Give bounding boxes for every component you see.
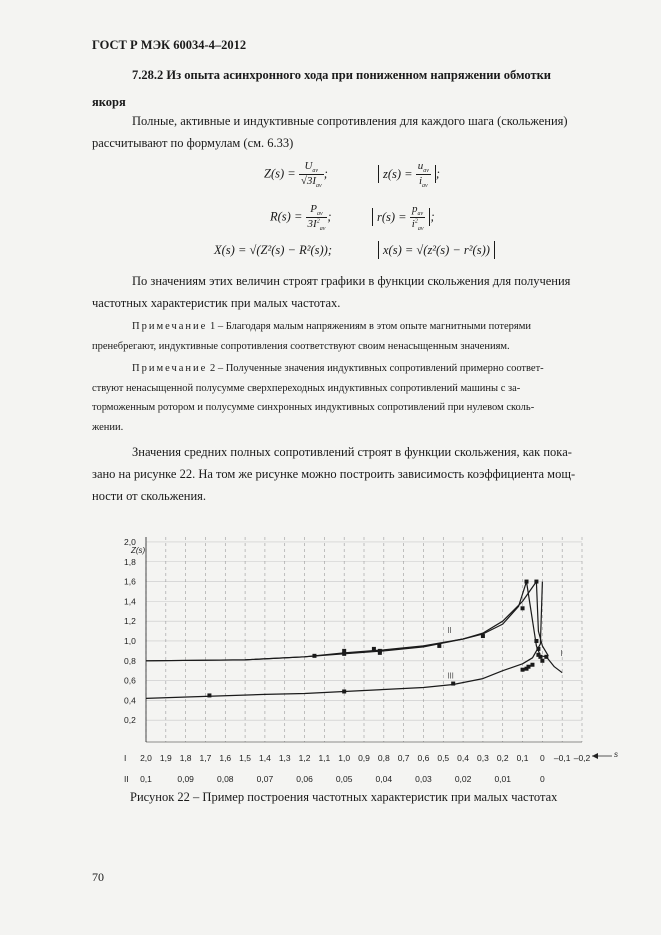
note-1-text-line1: 1 – Благодаря малым напряжениям в этом опыте магнитными потерями (207, 321, 531, 332)
y-tick-label: 1,6 (124, 576, 136, 587)
section-title-line1: 7.28.2 Из опыта асинхронного хода при пониженном напряжении обмотки (132, 68, 551, 82)
paragraph-3-line3: ности от скольжения. (92, 489, 207, 503)
x-row1-tick-label: 0,5 (437, 753, 450, 763)
x-row1-tick-label: 1,7 (199, 753, 212, 763)
x-row1-tick-label: 0,9 (358, 753, 370, 763)
note-1-label: Примечание (132, 321, 208, 332)
document-header: ГОСТ Р МЭК 60034-4–2012 (92, 38, 247, 52)
data-point (534, 639, 538, 643)
paragraph-1 (92, 110, 617, 154)
series-label-II: II (447, 626, 452, 636)
section-title (92, 62, 617, 116)
x-row1-tick-label: 1,9 (159, 753, 172, 763)
data-point (481, 634, 485, 638)
x-row2-tick-label: 0,02 (454, 774, 472, 784)
x-row1-tick-label: 0,8 (377, 753, 390, 763)
paragraph-2-line1: По значениям этих величин строят графики в функции скольжения для получения (132, 274, 571, 288)
note-2-text-line1: 2 – Полученные значения индуктивных сопротивлений примерно соответ- (207, 363, 544, 374)
data-point (544, 655, 548, 659)
data-point (536, 647, 540, 651)
x-row1-tick-label: 0,7 (397, 753, 410, 763)
x-row2-tick-label: 0 (539, 774, 545, 784)
paragraph-3-line2: зано на рисунке 22. На том же рисунке можно построить зависимость коэффициента мощ- (92, 467, 576, 481)
formula-Z: Z(s) = $\frac{U_{av}}{√3I_{av}}$ ; (264, 160, 328, 190)
note-2-text-line4: жении. (92, 421, 124, 433)
x-row2-tick-label: 0,09 (177, 774, 194, 784)
x-row1-tick-label: –0,2 (573, 753, 591, 763)
paragraph-1-line1: Полные, активные и индуктивные сопротивления для каждого шага (скольжения) (132, 114, 568, 128)
x-row1-tick-label: 1,4 (258, 753, 271, 763)
y-tick-label: 1,8 (124, 556, 136, 567)
paragraph-2-line2: частотных характеристик при малых частотах. (92, 296, 341, 310)
data-point (530, 663, 534, 667)
formula-X: X(s) = √(Z²(s) − R²(s)); (214, 243, 333, 257)
figure-caption: Рисунок 22 – Пример построения частотных характеристик при малых частотах (130, 790, 558, 804)
y-tick-label: 0,6 (124, 675, 136, 686)
y-tick-label: 2,0 (124, 536, 136, 547)
figure-22-chart (0, 515, 661, 785)
chart-markers (207, 580, 548, 698)
data-point (540, 659, 544, 663)
data-point (437, 644, 441, 648)
x-row1-tick-label: 0 (539, 753, 545, 763)
x-row1-tick-label: 0,1 (516, 753, 529, 763)
data-point (525, 667, 529, 671)
x-row2-tick-label: 0,03 (415, 774, 432, 784)
data-point (312, 654, 316, 658)
data-point (525, 580, 529, 584)
note-1-text-line2: пренебрегают, индуктивные сопротивления соответствуют своим ненасыщенным значениям. (92, 340, 510, 352)
x-row1-tick-label: 0,6 (417, 753, 430, 763)
x-row1-label: I (124, 753, 127, 763)
section-title-line2: якоря (92, 95, 126, 109)
y-tick-label: 0,8 (124, 655, 136, 666)
x-row1-tick-label: 2,0 (140, 753, 152, 763)
x-row1-tick-label: 1,8 (179, 753, 192, 763)
paragraph-2 (92, 270, 617, 314)
x-row1-tick-label: 0,4 (457, 753, 470, 763)
x-row2-tick-label: 0,04 (375, 774, 393, 784)
data-point (342, 649, 346, 653)
page-number: 70 (92, 870, 104, 884)
data-point (207, 693, 211, 697)
y-tick-label: 1,0 (124, 635, 136, 646)
data-point (538, 655, 542, 659)
data-point (378, 651, 382, 655)
x-row2-tick-label: 0,07 (256, 774, 274, 784)
series-line-I (146, 582, 562, 673)
x-row1-tick-label: 1,0 (338, 753, 351, 763)
note-2-label: Примечание (132, 363, 208, 374)
y-axis-label: Z(s) (131, 546, 146, 555)
note-2-text-line3: торможенным ротором и полусумме синхронных индуктивных сопротивлений при нулевом сколь- (92, 402, 535, 413)
data-point (521, 668, 525, 672)
x-row1-tick-label: 1,1 (318, 753, 331, 763)
paragraph-3 (92, 441, 617, 507)
x-row1-tick-label: 1,3 (278, 753, 291, 763)
chart-labels (447, 626, 562, 681)
paragraph-1-line2: рассчитывают по формулам (см. 6.33) (92, 136, 294, 150)
data-point (534, 580, 538, 584)
note-1 (92, 317, 617, 356)
data-point (521, 606, 525, 610)
y-tick-label: 1,2 (124, 616, 136, 627)
x-row1-tick-label: 1,5 (239, 753, 252, 763)
formula-z-lower: z(s) = $\frac{u_{av}}{i_{av}}$ ; (378, 160, 440, 189)
paragraph-3-line1: Значения средних полных сопротивлений строят в функции скольжения, как пока- (132, 445, 572, 459)
x-row2-tick-label: 0,05 (335, 774, 353, 784)
x-row1-tick-label: –0,1 (553, 753, 571, 763)
data-point (451, 682, 455, 686)
series-label-I: I (560, 648, 563, 658)
x-row2-tick-label: 0,06 (296, 774, 313, 784)
y-tick-label: 0,4 (124, 695, 136, 706)
x-row2-label: II (124, 774, 129, 784)
x-row1-tick-label: 1,6 (219, 753, 232, 763)
x-row2-tick-label: 0,1 (140, 774, 152, 784)
note-2 (92, 359, 617, 437)
formula-x-lower: x(s) = √(z²(s) − r²(s)) (378, 243, 495, 258)
x-row2-tick-label: 0,08 (216, 774, 234, 784)
x-axis-arrowhead (592, 753, 598, 759)
x-row1-tick-label: 0,3 (476, 753, 489, 763)
x-row2-tick-label: 0,01 (494, 774, 512, 784)
x-row1-tick-label: 0,2 (496, 753, 509, 763)
x-row1-tick-label: 1,2 (298, 753, 311, 763)
formula-R: R(s) = $\frac{P_{av}}{3I^2_{av}}$ ; (270, 203, 332, 233)
y-tick-label: 1,4 (124, 596, 136, 607)
note-2-text-line2: ствуют ненасыщенной полусумме сверхпереходных индуктивных сопротивлений машины с за- (92, 382, 521, 394)
formula-r-lower: r(s) = $\frac{p_{av}}{i^2_{av}}$ ; (372, 203, 435, 232)
data-point (342, 689, 346, 693)
chart-grid (146, 537, 582, 742)
x-axis-label: s (614, 750, 618, 759)
series-label-III: III (447, 671, 454, 681)
y-tick-label: 0,2 (124, 715, 136, 726)
data-point (372, 647, 376, 651)
